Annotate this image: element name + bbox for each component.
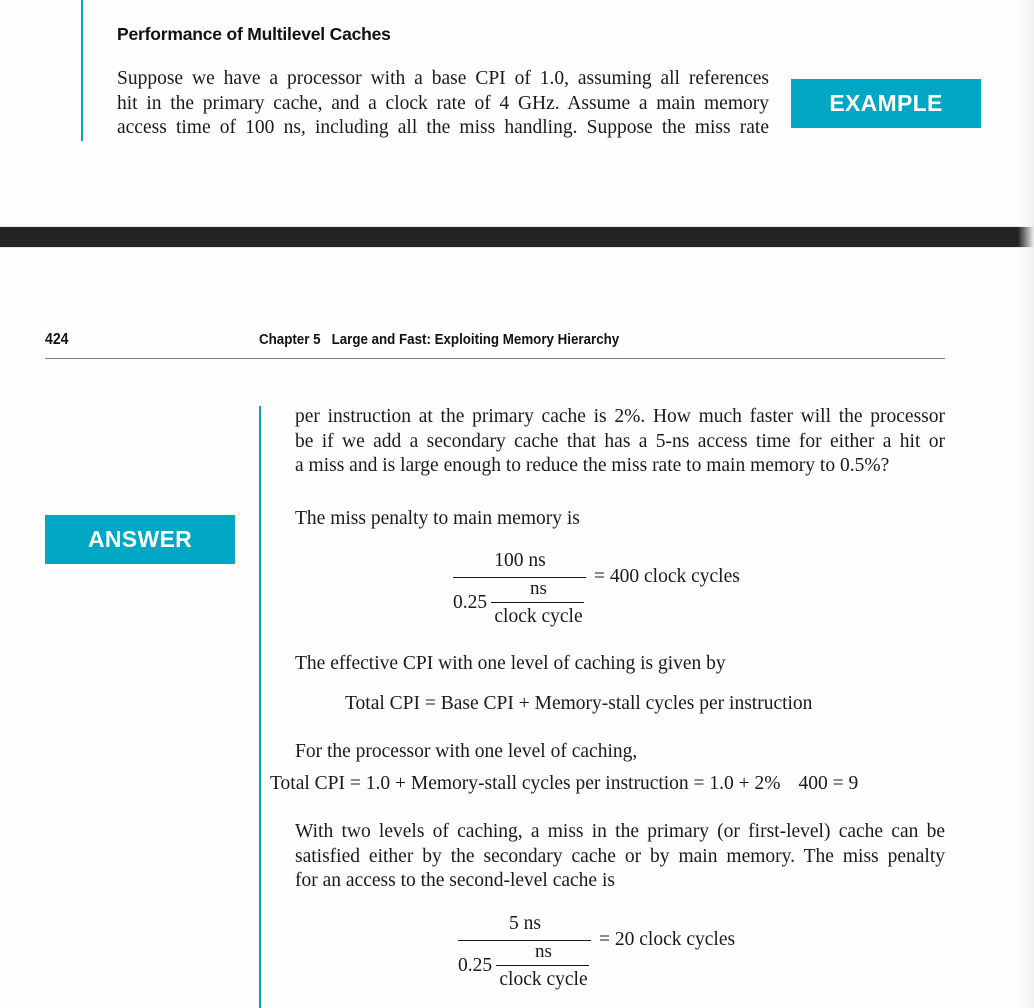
example-side-rule bbox=[81, 0, 83, 141]
answer-badge: ANSWER bbox=[45, 515, 235, 564]
two-level-intro bbox=[295, 820, 945, 894]
fraction-numerator: 5 ns bbox=[509, 913, 541, 934]
second-level-penalty-equation bbox=[458, 913, 778, 998]
effective-cpi-intro: The effective CPI with one level of caching is given by bbox=[295, 653, 726, 674]
unit-denominator: clock cycle bbox=[494, 606, 583, 627]
example-line: access time of 100 ns, including all the miss handling. Suppose the miss rate bbox=[117, 117, 769, 138]
example-problem-text bbox=[117, 67, 769, 141]
text-line: a miss and is large enough to reduce the miss rate to main memory to 0.5%? bbox=[295, 455, 890, 476]
page-separator bbox=[0, 226, 1034, 248]
text-line: for an access to the second-level cache is bbox=[295, 870, 615, 891]
miss-penalty-equation bbox=[453, 550, 773, 635]
previous-page-bottom bbox=[0, 0, 1034, 226]
unit-denominator: clock cycle bbox=[499, 969, 588, 990]
unit-fraction-bar bbox=[491, 602, 584, 603]
problem-continuation bbox=[295, 405, 945, 479]
unit-fraction-bar bbox=[496, 965, 589, 966]
equation-right: 400 = 9 bbox=[798, 773, 859, 794]
example-line: hit in the primary cache, and a clock rate of 4 GHz. Assume a main memory bbox=[117, 92, 769, 114]
text-line: satisfied either by the secondary cache or by main memory. The miss penalty bbox=[295, 845, 945, 867]
text-line: be if we add a secondary cache that has a 5-ns access time for either a hit or bbox=[295, 430, 945, 452]
chapter-title: Large and Fast: Exploiting Memory Hierarchy bbox=[331, 332, 620, 348]
equation-left: Total CPI = 1.0 + Memory-stall cycles per instruction = 1.0 + 2% bbox=[270, 773, 781, 794]
one-level-cpi-equation bbox=[270, 773, 858, 795]
text-line: per instruction at the primary cache is 2%. How much faster will the processor bbox=[295, 406, 945, 427]
running-header bbox=[259, 332, 619, 348]
text-line: With two levels of caching, a miss in the primary (or first-level) cache can be bbox=[295, 821, 945, 842]
fraction-coefficient: 0.25 bbox=[458, 955, 493, 976]
example-line: Suppose we have a processor with a base CPI of 1.0, assuming all references bbox=[117, 68, 769, 89]
answer-side-rule bbox=[259, 406, 261, 1008]
one-level-intro: For the processor with one level of caching, bbox=[295, 741, 638, 762]
fraction-coefficient: 0.25 bbox=[453, 592, 488, 613]
chapter-label: Chapter 5 bbox=[259, 332, 321, 348]
miss-penalty-intro: The miss penalty to main memory is bbox=[295, 508, 580, 529]
unit-numerator: ns bbox=[535, 941, 552, 962]
header-rule bbox=[45, 358, 945, 359]
page-number: 424 bbox=[45, 331, 69, 348]
viewer-edge-shadow bbox=[1018, 0, 1034, 1008]
total-cpi-formula: Total CPI = Base CPI + Memory-stall cycles per instruction bbox=[345, 693, 813, 714]
fraction-numerator: 100 ns bbox=[494, 550, 546, 571]
equation-result: = 400 clock cycles bbox=[594, 566, 740, 587]
equation-result: = 20 clock cycles bbox=[599, 929, 736, 950]
example-badge: EXAMPLE bbox=[791, 79, 981, 128]
example-title: Performance of Multilevel Caches bbox=[117, 24, 391, 44]
unit-numerator: ns bbox=[530, 578, 547, 599]
